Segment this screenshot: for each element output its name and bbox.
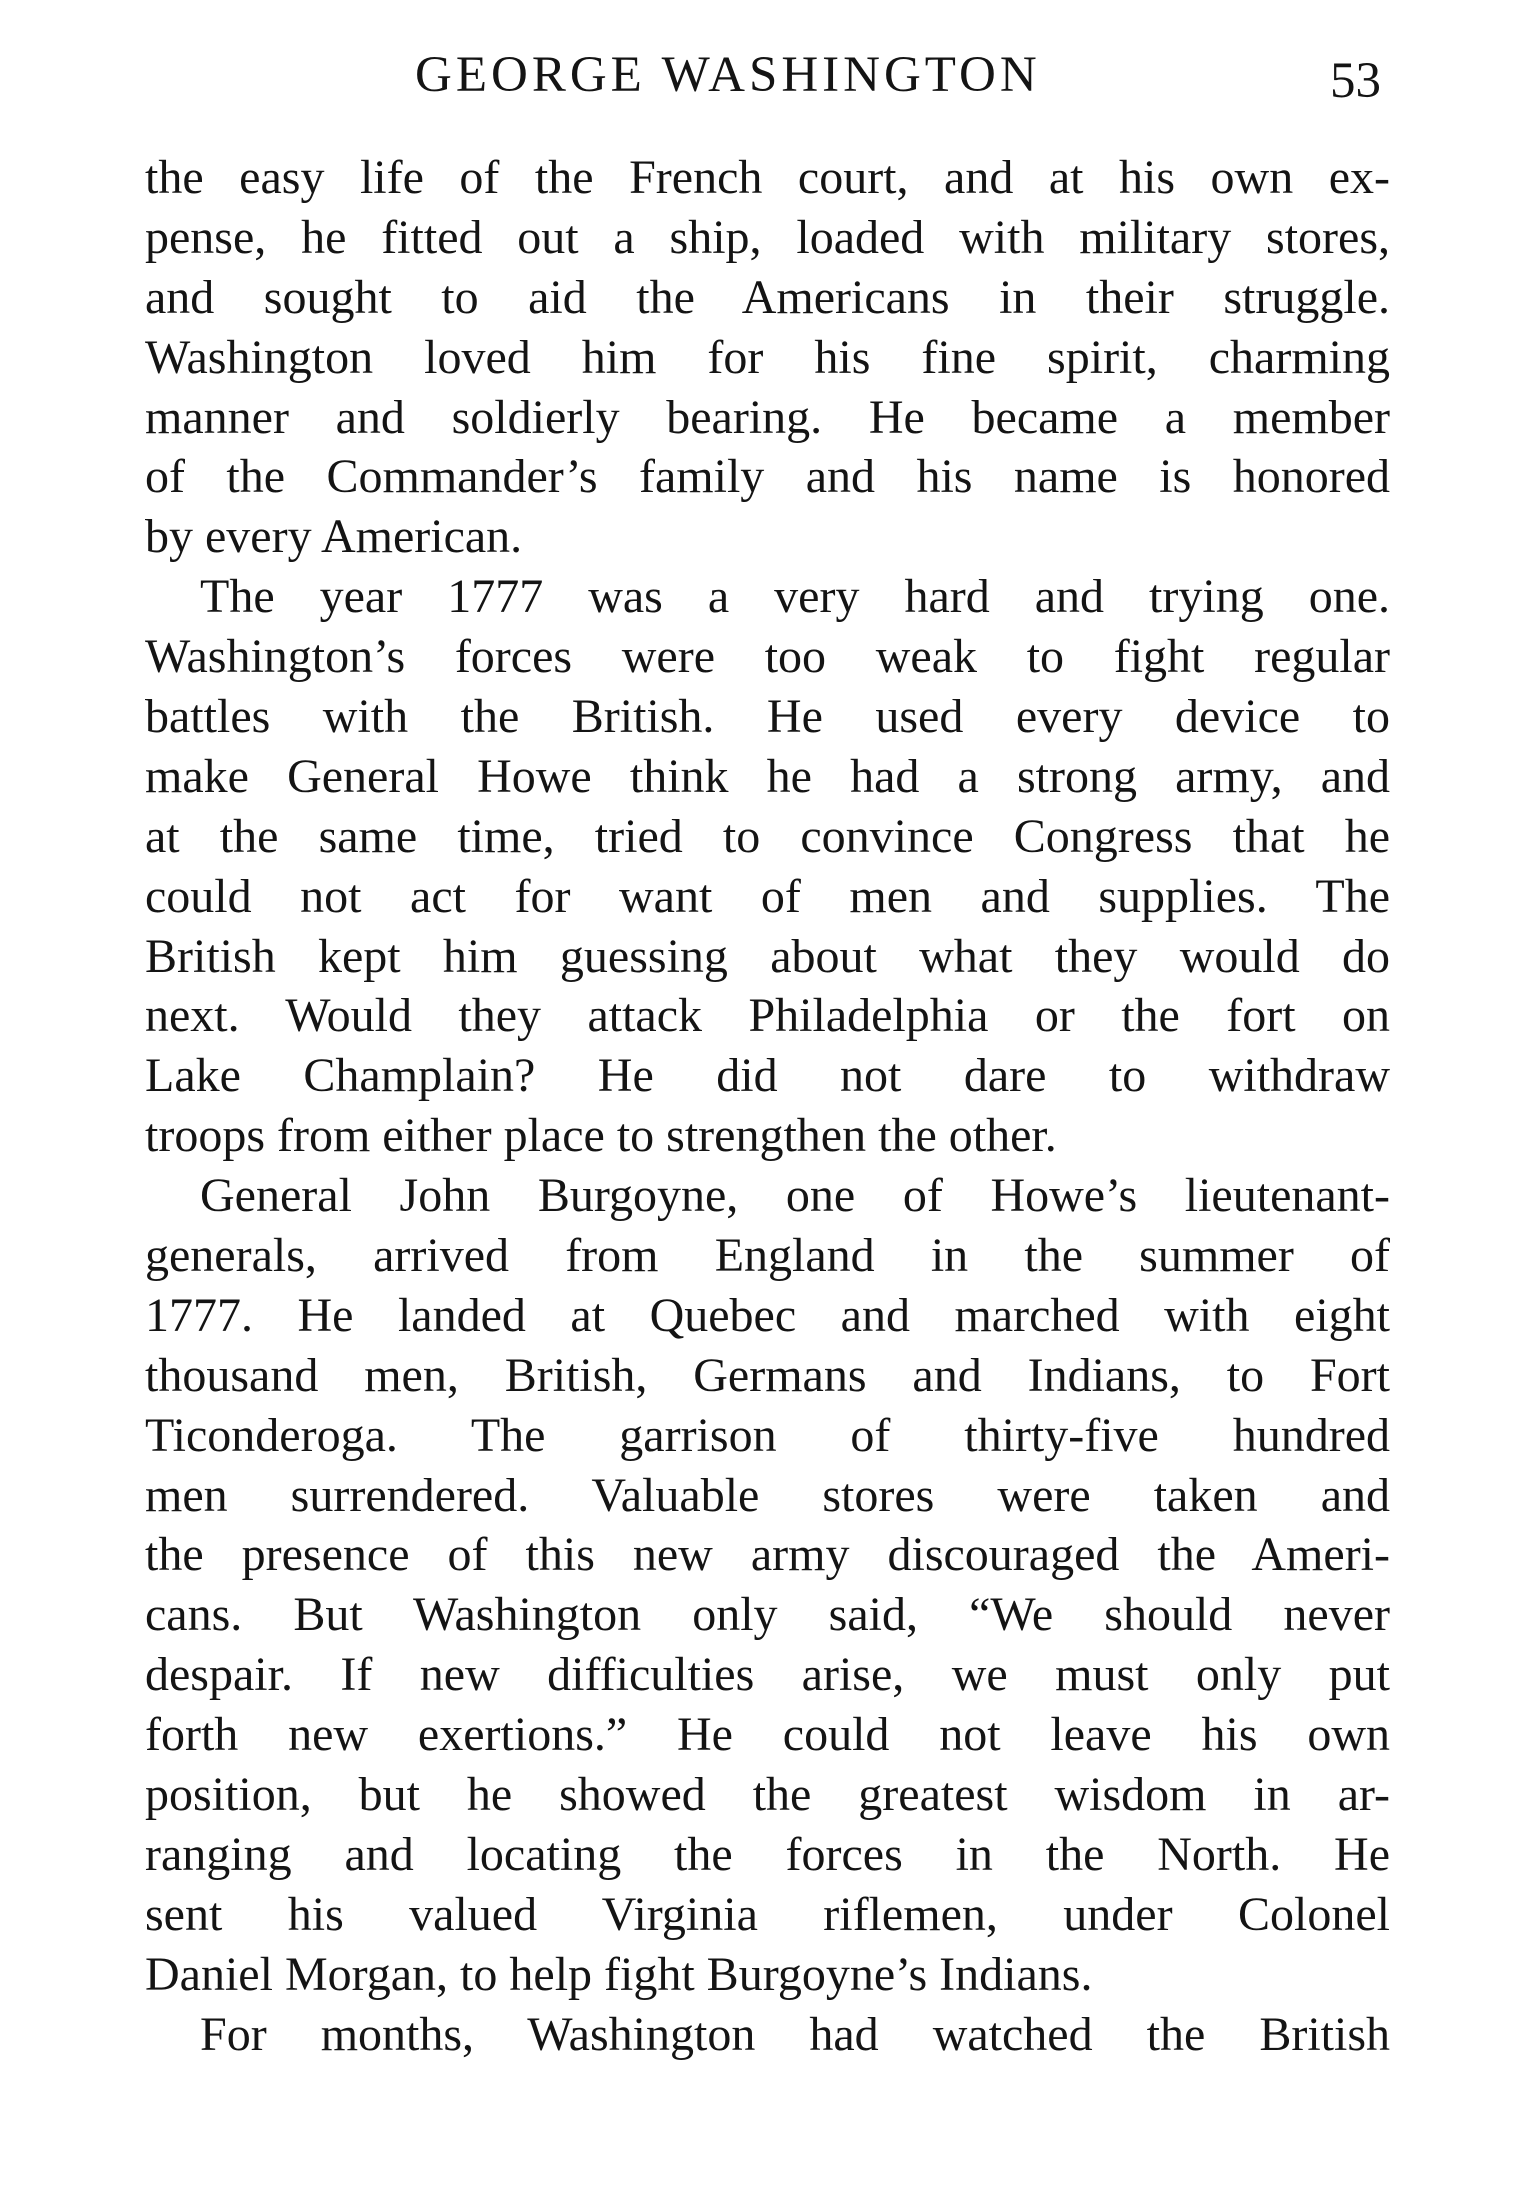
text-line: and sought to aid the Americans in their struggle. [145,270,1390,324]
text-line: manner and soldierly bearing. He became a member [145,390,1390,444]
page-number: 53 [1330,53,1381,109]
text-line: forth new exertions.” He could not leave his own [145,1708,1390,1762]
text-line: 1777. He landed at Quebec and marched with eight [145,1288,1390,1342]
text-line: battles with the British. He used every device to [145,690,1390,744]
text-line: by every American. [145,510,523,564]
text-line: Lake Champlain? He did not dare to withdraw [145,1049,1390,1103]
text-line: the presence of this new army discouraged the Ameri- [145,1528,1390,1582]
text-line: British kept him guessing about what they would do [145,929,1390,983]
text-line: make General Howe think he had a strong army, and [145,749,1390,803]
text-line: cans. But Washington only said, “We should never [145,1588,1390,1642]
text-line: next. Would they attack Philadelphia or the fort on [145,989,1390,1043]
text-line: thousand men, British, Germans and Indians, to Fort [145,1348,1390,1402]
text-line: despair. If new difficulties arise, we must only put [145,1648,1390,1702]
text-line: men surrendered. Valuable stores were taken and [145,1468,1390,1522]
text-line: position, but he showed the greatest wisdom in ar- [145,1768,1390,1822]
running-head [0,40,1532,110]
text-line: Ticonderoga. The garrison of thirty-five hundred [145,1408,1390,1462]
text-line: at the same time, tried to convince Congress that he [145,809,1390,863]
text-line: generals, arrived from England in the summer of [145,1229,1390,1283]
text-line: For months, Washington had watched the British [200,2007,1390,2061]
text-line: sent his valued Virginia riflemen, under Colonel [145,1887,1390,1941]
text-line: Daniel Morgan, to help fight Burgoyne’s Indians. [145,1947,1093,2001]
text-line: General John Burgoyne, one of Howe’s lieutenant- [200,1169,1390,1223]
text-line: pense, he fitted out a ship, loaded with military stores, [145,210,1390,264]
text-line: Washington’s forces were too weak to fight regular [145,630,1390,684]
body-text [145,148,1390,2065]
text-line: of the Commander’s family and his name is honored [145,450,1390,504]
text-line: could not act for want of men and supplies. The [145,869,1390,923]
text-line: The year 1777 was a very hard and trying one. [200,570,1390,624]
text-line: Washington loved him for his fine spirit, charming [145,330,1390,384]
text-line: the easy life of the French court, and at his own ex- [145,151,1390,204]
text-line: troops from either place to strengthen the other. [145,1109,1057,1163]
text-line: ranging and locating the forces in the North. He [145,1827,1390,1881]
running-head-title: GEORGE WASHINGTON [415,47,1041,103]
